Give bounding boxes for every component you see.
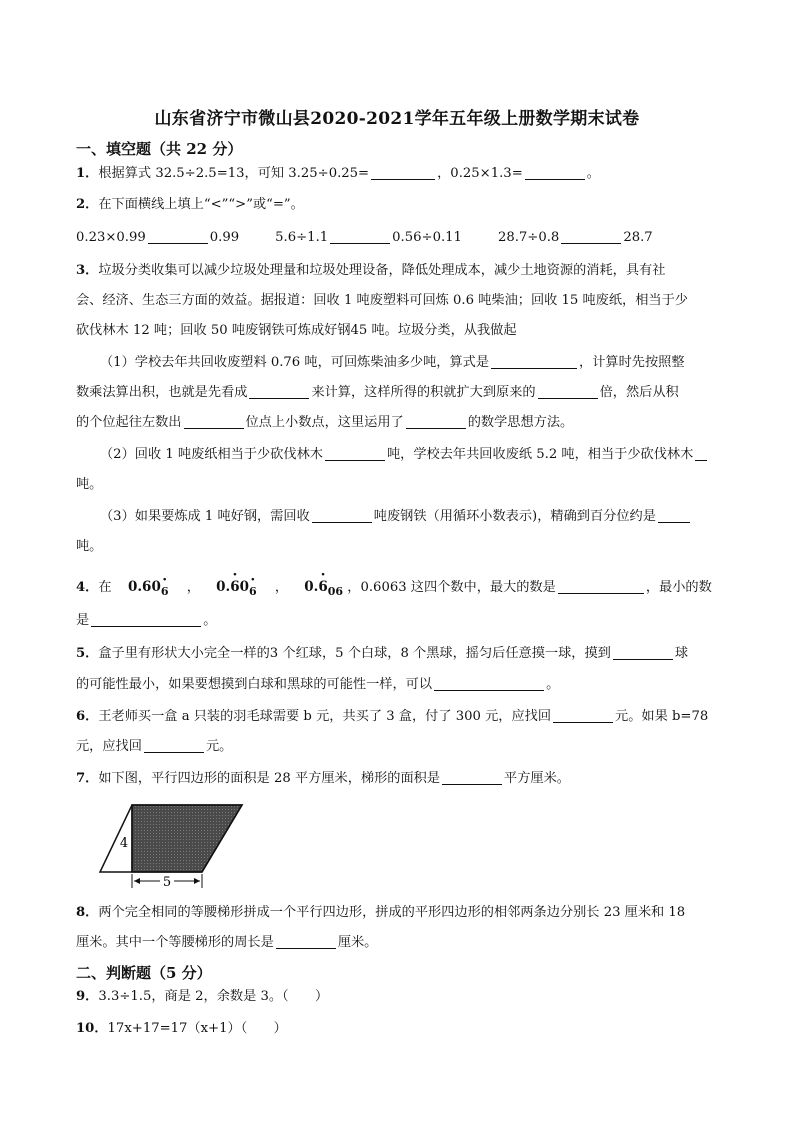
question-2-items: 0.23×0.99 0.99 5.6÷1.1 0.56÷0.11 28.7÷0.8 28.7 <box>76 230 653 245</box>
answer-blank[interactable] <box>371 165 435 180</box>
question-number: 4． <box>76 580 99 595</box>
base-label: 5 <box>162 875 172 890</box>
repeating-decimal-3: $0.\cdot 6_{06}$ <box>304 579 343 595</box>
answer-blank[interactable] <box>695 446 707 461</box>
answer-blank[interactable] <box>613 645 673 660</box>
question-number: 3． <box>76 263 99 278</box>
answer-blank[interactable] <box>276 934 336 949</box>
question-3-part-2: （2）回收 1 吨废纸相当于少砍伐林木 吨，学校去年共回收废纸 5.2 吨，相当于少砍伐林木 <box>100 446 709 464</box>
answer-blank[interactable] <box>330 229 390 244</box>
answer-blank[interactable] <box>325 446 385 461</box>
answer-blank[interactable] <box>184 414 244 429</box>
question-1: 1．根据算式 32.5÷2.5=13，可知 3.25÷0.25= ，0.25×1.3= 。 <box>76 166 600 181</box>
repeating-decimal-1: 0.60· 6 <box>128 579 169 595</box>
answer-blank[interactable] <box>442 770 502 785</box>
answer-blank[interactable] <box>558 579 644 594</box>
section-true-false: 二、判断题（5 分） <box>76 964 212 982</box>
question-number: 9． <box>76 989 99 1004</box>
question-2: 2．在下面横线上填上“<”“>”或“=”。 <box>76 197 304 212</box>
exam-title: 山东省济宁市微山县2020-2021学年五年级上册数学期末试卷 <box>154 109 640 129</box>
answer-blank[interactable] <box>406 414 466 429</box>
question-number: 7． <box>76 771 99 786</box>
question-3-part-3: （3）如果要炼成 1 吨好钢，需回收 吨废钢铁（用循环小数表示)，精确到百分位约是 <box>100 508 692 526</box>
question-number: 6． <box>76 709 99 724</box>
answer-blank[interactable] <box>249 384 309 399</box>
section-fill-in: 一、填空题（共 22 分） <box>76 140 243 158</box>
exam-page: 山东省济宁市微山县2020-2021学年五年级上册数学期末试卷 一、填空题（共 22 分） 1．根据算式 32.5÷2.5=13，可知 3.25÷0.25= ，0.25×1.3= 。 2．在下面横线上填上“<”“>”或“=”。 0.23×0.99 0.99 5.6÷1.1 0.56÷0.11 28.7÷0.8 28.7 3．垃圾分类收集可以减少垃圾处理量和垃圾处理设备，降低处理成本，减少土地资源的消耗，具有社 会、经济、生态三方面的效益。据报道：回收 1 吨废塑料可回炼 0.6 吨柴油；回收 15 吨废纸，相当于少 砍伐林木 12 吨；回收 50 吨废钢铁可炼成好钢45 吨。垃圾分类，从我做起 （1）学校去年共回收废塑料 0.76 吨，可回炼柴油多少吨，算式是 ，计算时先按照整 数乘法算出积，也就是先看成 来计算，这样所得的积就扩大到原来的 倍，然后从积 的个位起往左数出 位点上小数点，这里运用了 的数学思想方法。 （2）回收 1 吨废纸相当于少砍伐林木 吨，学校去年共回收废纸 5.2 吨，相当于少砍伐林木 吨。 （3）如果要炼成 1 吨好钢，需回收 吨废钢铁（用循环小数表示)，精确到百分位约是 吨。 4．在 0.60· 6 ， 0.· 60· 6 ， $0.\cdot 6_{06}$ ，0.6063 这四个数中，最大的数是 ，最小的数 是 。 5．盒子里有形状大小完全一样的3 个红球，5 个白球，8 个黑球，摇匀后任意摸一球，摸到 球 的可能性最小，如果要想摸到白球和黑球的可能性一样，可以 。 6．王老师买一盒 a 只装的羽毛球需要 b 元，共买了 3 盒，付了 300 元，应找回 元。如果 b=78 元，应找回 元。 7．如下图，平行四边形的面积是 28 平方厘米，梯形的面积是 平方厘米。 5 4 8．两个完全相同的等腰梯形拼成一个平行四边形，拼成的平形四边形的相邻两条边分别长 23 厘米和 18 厘米。其中一个等腰梯形的周长是 厘米。 二、判断题（5 分） 9．3.3÷1.5，商是 2，余数是 3。（ ） 10．17x+17=17（x+1）（ ） <box>0 0 794 1123</box>
question-3-part-1: （1）学校去年共回收废塑料 0.76 吨，可回炼柴油多少吨，算式是 ，计算时先按照整 <box>100 355 685 370</box>
answer-blank[interactable] <box>144 738 204 753</box>
question-number: 1． <box>76 166 99 181</box>
answer-blank[interactable] <box>434 676 544 691</box>
question-number: 8． <box>76 905 99 920</box>
shaded-trapezoid <box>132 805 242 872</box>
answer-blank[interactable] <box>91 612 201 627</box>
question-8: 8．两个完全相同的等腰梯形拼成一个平行四边形，拼成的平形四边形的相邻两条边分别长 23 厘米和 18 <box>76 905 686 920</box>
question-number: 10． <box>76 1021 108 1036</box>
answer-blank[interactable] <box>561 229 621 244</box>
question-4: 4．在 0.60· 6 ， 0.· 60· 6 ， $0.\cdot 6_{06}$ ，0.6063 这四个数中，最大的数是 ，最小的数 <box>76 578 712 601</box>
question-3: 3．垃圾分类收集可以减少垃圾处理量和垃圾处理设备，降低处理成本，减少土地资源的消耗，具有社 <box>76 263 666 278</box>
question-5: 5．盒子里有形状大小完全一样的3 个红球，5 个白球，8 个黑球，摇匀后任意摸一球，摸到 球 <box>76 646 689 661</box>
question-10: 10．17x+17=17（x+1）（ ） <box>76 1021 287 1036</box>
question-6: 6．王老师买一盒 a 只装的羽毛球需要 b 元，共买了 3 盒，付了 300 元，应找回 元。如果 b=78 <box>76 709 709 724</box>
answer-blank[interactable] <box>538 384 598 399</box>
arrow-left <box>134 878 140 884</box>
answer-blank[interactable] <box>148 229 208 244</box>
parallelogram-trapezoid-figure <box>98 802 246 890</box>
answer-blank[interactable] <box>658 508 690 523</box>
answer-blank[interactable] <box>553 708 613 723</box>
arrow-right <box>194 878 200 884</box>
question-7: 7．如下图，平行四边形的面积是 28 平方厘米，梯形的面积是 平方厘米。 <box>76 771 570 786</box>
question-number: 2． <box>76 197 99 212</box>
answer-blank[interactable] <box>312 508 372 523</box>
question-9: 9．3.3÷1.5，商是 2，余数是 3。（ ） <box>76 989 329 1004</box>
height-label: 4 <box>119 836 129 851</box>
question-number: 5． <box>76 646 99 661</box>
repeating-decimal-2: 0.· 60· 6 <box>216 579 257 595</box>
answer-blank[interactable] <box>525 165 585 180</box>
answer-blank[interactable] <box>491 354 577 369</box>
